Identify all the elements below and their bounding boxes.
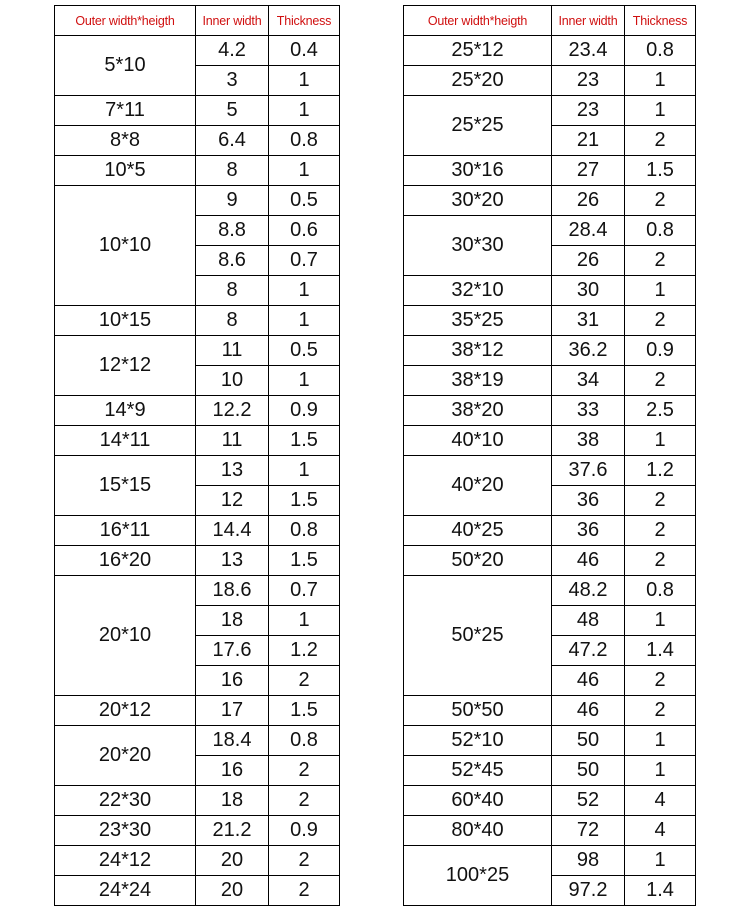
outer-size-cell: 22*30 [55,786,196,816]
thickness-cell: 2 [269,756,340,786]
table-row [55,876,340,906]
outer-size-cell: 38*12 [404,336,552,366]
outer-size-cell: 10*15 [55,306,196,336]
table-row [55,426,340,456]
inner-width-cell: 3 [196,66,269,96]
thickness-cell: 2 [625,366,696,396]
thickness-cell: 0.7 [269,576,340,606]
inner-width-cell: 20 [196,846,269,876]
inner-width-cell: 34 [552,366,625,396]
thickness-cell: 1 [269,96,340,126]
thickness-cell: 0.5 [269,186,340,216]
thickness-cell: 1 [625,276,696,306]
thickness-cell: 2 [269,876,340,906]
table-header-row [404,6,696,36]
thickness-cell: 1 [269,606,340,636]
thickness-cell: 2 [625,696,696,726]
thickness-cell: 2 [269,846,340,876]
inner-width-cell: 48.2 [552,576,625,606]
inner-width-cell: 26 [552,246,625,276]
outer-size-cell: 24*24 [55,876,196,906]
table-row [404,216,696,246]
outer-size-cell: 25*25 [404,96,552,156]
inner-width-cell: 21 [552,126,625,156]
thickness-cell: 1.4 [625,876,696,906]
outer-size-cell: 40*25 [404,516,552,546]
table-row [55,696,340,726]
table-row [404,96,696,126]
outer-size-cell: 50*50 [404,696,552,726]
outer-size-cell: 32*10 [404,276,552,306]
table-row [404,336,696,366]
inner-width-cell: 23.4 [552,36,625,66]
table-row [404,66,696,96]
thickness-cell: 1 [269,66,340,96]
table-row [404,186,696,216]
table-row [404,306,696,336]
thickness-cell: 1 [269,156,340,186]
table-row [55,846,340,876]
outer-size-cell: 12*12 [55,336,196,396]
outer-size-cell: 40*10 [404,426,552,456]
outer-size-cell: 16*20 [55,546,196,576]
table-row [404,36,696,66]
thickness-cell: 1.5 [269,426,340,456]
outer-size-cell: 38*19 [404,366,552,396]
inner-width-cell: 50 [552,756,625,786]
table-row [404,546,696,576]
inner-width-cell: 37.6 [552,456,625,486]
inner-width-cell: 26 [552,186,625,216]
inner-width-cell: 46 [552,546,625,576]
outer-size-cell: 60*40 [404,786,552,816]
table-row [404,696,696,726]
inner-width-cell: 11 [196,336,269,366]
thickness-cell: 0.8 [625,576,696,606]
inner-width-cell: 27 [552,156,625,186]
thickness-cell: 2 [625,486,696,516]
thickness-cell: 1 [269,276,340,306]
inner-width-cell: 23 [552,66,625,96]
table-row [55,126,340,156]
outer-size-cell: 20*20 [55,726,196,786]
outer-size-cell: 50*25 [404,576,552,696]
outer-size-cell: 35*25 [404,306,552,336]
thickness-cell: 2 [625,126,696,156]
thickness-cell: 1.5 [269,486,340,516]
inner-width-cell: 18 [196,786,269,816]
table-row [55,336,340,366]
table-row [404,726,696,756]
table-row [404,576,696,606]
outer-size-cell: 25*20 [404,66,552,96]
thickness-cell: 2 [625,516,696,546]
inner-width-cell: 18.6 [196,576,269,606]
inner-width-cell: 47.2 [552,636,625,666]
outer-size-cell: 25*12 [404,36,552,66]
inner-width-cell: 8 [196,156,269,186]
outer-size-header: Outer width*heigth [404,6,552,36]
inner-width-cell: 6.4 [196,126,269,156]
thickness-cell: 0.8 [269,126,340,156]
outer-size-cell: 14*9 [55,396,196,426]
inner-width-cell: 10 [196,366,269,396]
thickness-cell: 0.9 [269,816,340,846]
thickness-cell: 0.5 [269,336,340,366]
inner-width-cell: 14.4 [196,516,269,546]
outer-size-cell: 50*20 [404,546,552,576]
outer-size-cell: 80*40 [404,816,552,846]
thickness-cell: 1 [625,756,696,786]
table-row [55,96,340,126]
inner-width-cell: 31 [552,306,625,336]
inner-width-cell: 23 [552,96,625,126]
thickness-cell: 0.8 [269,726,340,756]
outer-size-cell: 52*45 [404,756,552,786]
outer-size-cell: 40*20 [404,456,552,516]
thickness-cell: 0.8 [625,216,696,246]
thickness-cell: 1 [269,306,340,336]
outer-size-cell: 5*10 [55,36,196,96]
inner-width-cell: 12.2 [196,396,269,426]
inner-width-cell: 13 [196,456,269,486]
outer-size-cell: 30*16 [404,156,552,186]
inner-width-cell: 36 [552,516,625,546]
outer-size-cell: 24*12 [55,846,196,876]
inner-width-cell: 50 [552,726,625,756]
inner-width-cell: 13 [196,546,269,576]
thickness-cell: 2.5 [625,396,696,426]
table-row [404,366,696,396]
inner-width-cell: 98 [552,846,625,876]
thickness-cell: 1 [625,846,696,876]
outer-size-cell: 10*5 [55,156,196,186]
thickness-header: Thickness [625,6,696,36]
table-row [55,816,340,846]
thickness-cell: 1 [625,66,696,96]
inner-width-cell: 12 [196,486,269,516]
thickness-cell: 0.8 [625,36,696,66]
outer-size-cell: 16*11 [55,516,196,546]
table-row [404,396,696,426]
thickness-cell: 1.5 [625,156,696,186]
table-row [55,786,340,816]
table-row [404,276,696,306]
outer-size-cell: 30*20 [404,186,552,216]
inner-width-cell: 38 [552,426,625,456]
right-spec-table [403,5,696,906]
left-table-body [55,36,340,906]
thickness-cell: 2 [625,186,696,216]
inner-width-cell: 16 [196,756,269,786]
thickness-cell: 4 [625,786,696,816]
inner-width-cell: 9 [196,186,269,216]
thickness-cell: 1 [269,366,340,396]
table-row [404,786,696,816]
table-row [55,156,340,186]
table-row [55,36,340,66]
table-row [404,426,696,456]
inner-width-cell: 16 [196,666,269,696]
thickness-cell: 1.2 [625,456,696,486]
table-row [55,576,340,606]
thickness-cell: 1.4 [625,636,696,666]
table-row [404,156,696,186]
inner-width-cell: 8 [196,306,269,336]
inner-width-cell: 8.8 [196,216,269,246]
inner-width-cell: 36 [552,486,625,516]
thickness-cell: 0.9 [269,396,340,426]
thickness-header: Thickness [269,6,340,36]
thickness-cell: 1 [625,606,696,636]
table-row [55,396,340,426]
inner-width-cell: 20 [196,876,269,906]
outer-size-cell: 10*10 [55,186,196,306]
thickness-cell: 0.4 [269,36,340,66]
thickness-cell: 2 [625,666,696,696]
inner-width-cell: 5 [196,96,269,126]
right-table-body [404,36,696,906]
table-row [404,846,696,876]
inner-width-cell: 48 [552,606,625,636]
outer-size-cell: 23*30 [55,816,196,846]
thickness-cell: 1 [625,726,696,756]
inner-width-cell: 17 [196,696,269,726]
inner-width-cell: 28.4 [552,216,625,246]
thickness-cell: 1.5 [269,546,340,576]
inner-width-cell: 97.2 [552,876,625,906]
table-row [404,456,696,486]
inner-width-cell: 4.2 [196,36,269,66]
inner-width-header: Inner width [552,6,625,36]
inner-width-cell: 46 [552,666,625,696]
outer-size-cell: 14*11 [55,426,196,456]
thickness-cell: 1.5 [269,696,340,726]
left-spec-table [54,5,340,906]
outer-size-cell: 30*30 [404,216,552,276]
table-row [404,816,696,846]
thickness-cell: 1 [625,426,696,456]
table-row [55,186,340,216]
outer-size-cell: 15*15 [55,456,196,516]
thickness-cell: 2 [269,786,340,816]
inner-width-cell: 33 [552,396,625,426]
table-row [55,456,340,486]
thickness-cell: 0.6 [269,216,340,246]
outer-size-cell: 52*10 [404,726,552,756]
table-row [55,306,340,336]
table-row [55,726,340,756]
inner-width-cell: 21.2 [196,816,269,846]
outer-size-cell: 38*20 [404,396,552,426]
outer-size-cell: 20*10 [55,576,196,696]
thickness-cell: 1 [625,96,696,126]
thickness-cell: 2 [625,246,696,276]
outer-size-header: Outer width*heigth [55,6,196,36]
thickness-cell: 2 [625,546,696,576]
inner-width-cell: 72 [552,816,625,846]
inner-width-cell: 46 [552,696,625,726]
thickness-cell: 0.8 [269,516,340,546]
inner-width-cell: 52 [552,786,625,816]
inner-width-cell: 8 [196,276,269,306]
inner-width-cell: 30 [552,276,625,306]
thickness-cell: 1.2 [269,636,340,666]
thickness-cell: 2 [625,306,696,336]
inner-width-cell: 36.2 [552,336,625,366]
outer-size-cell: 100*25 [404,846,552,906]
table-row [404,756,696,786]
thickness-cell: 0.7 [269,246,340,276]
thickness-cell: 0.9 [625,336,696,366]
table-row [55,546,340,576]
outer-size-cell: 7*11 [55,96,196,126]
inner-width-cell: 8.6 [196,246,269,276]
thickness-cell: 4 [625,816,696,846]
outer-size-cell: 8*8 [55,126,196,156]
thickness-cell: 1 [269,456,340,486]
inner-width-cell: 17.6 [196,636,269,666]
table-row [404,516,696,546]
inner-width-header: Inner width [196,6,269,36]
outer-size-cell: 20*12 [55,696,196,726]
inner-width-cell: 18 [196,606,269,636]
thickness-cell: 2 [269,666,340,696]
inner-width-cell: 11 [196,426,269,456]
inner-width-cell: 18.4 [196,726,269,756]
table-row [55,516,340,546]
table-header-row [55,6,340,36]
